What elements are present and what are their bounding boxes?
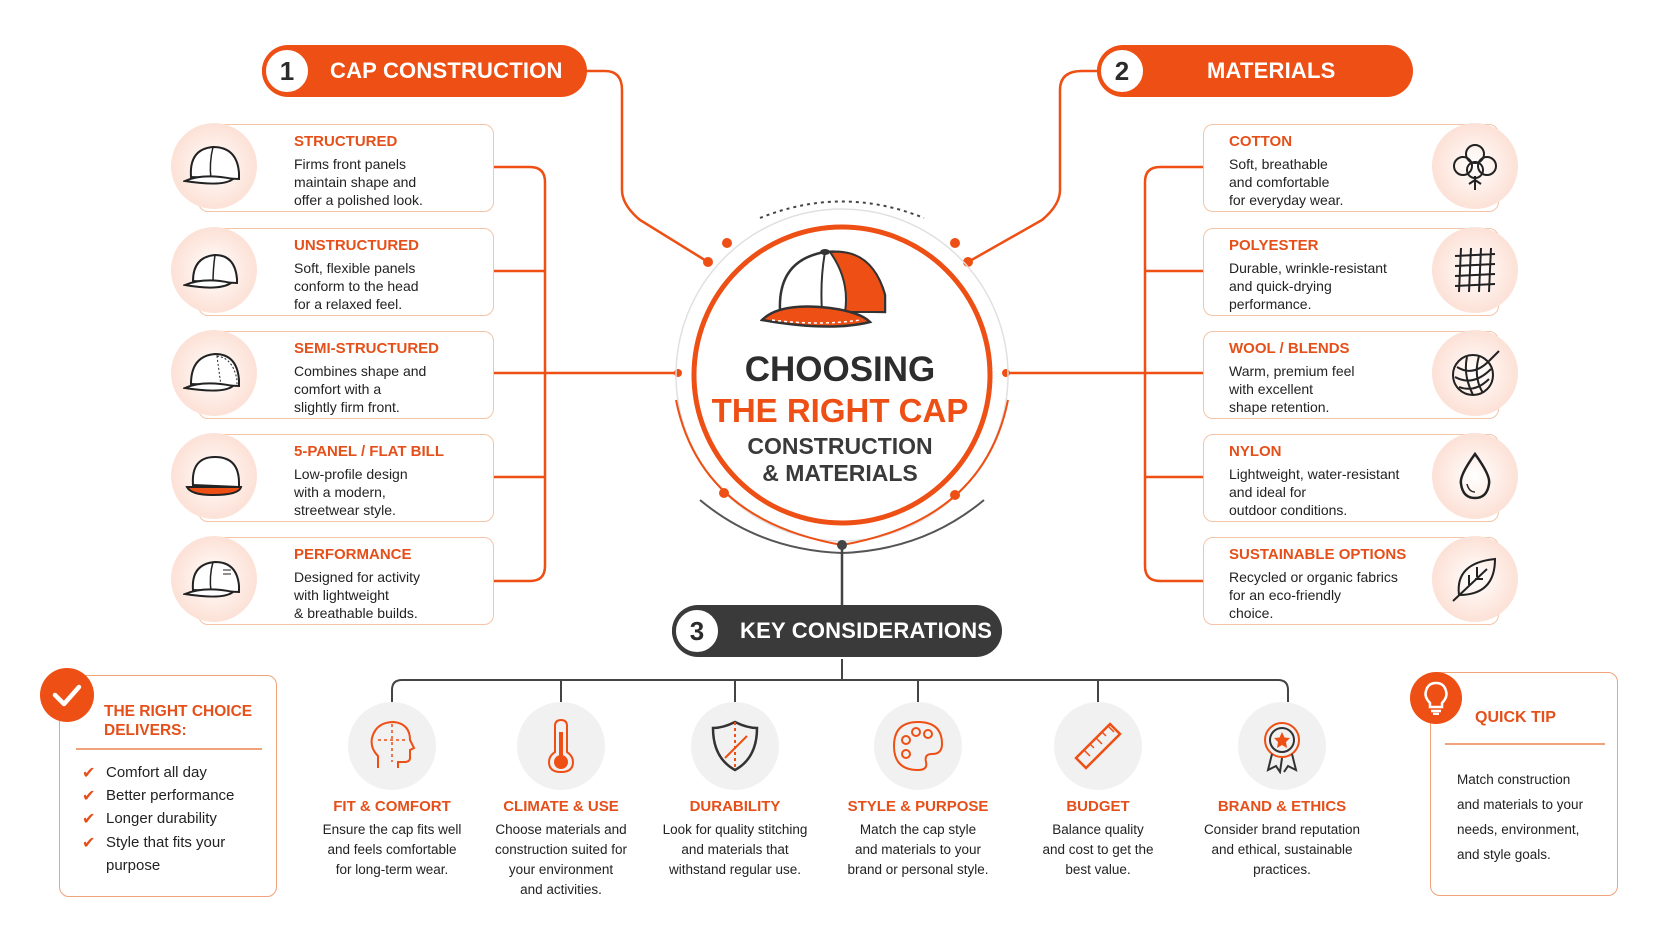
desc-line: and ideal for: [1229, 484, 1307, 500]
desc-line: Lightweight, water-resistant: [1229, 466, 1400, 482]
desc-line: construction suited for: [494, 842, 628, 857]
card-title: NYLON: [1229, 443, 1282, 460]
leaf-icon: [1432, 536, 1518, 622]
center-subtitle-line1: CONSTRUCTION: [747, 433, 933, 459]
desc-line: offer a polished look.: [294, 192, 423, 208]
desc-line: Look for quality stitching: [662, 822, 808, 837]
check-icon: ✔: [82, 811, 96, 828]
desc-line: outdoor conditions.: [1229, 502, 1348, 518]
desc-line: for an eco-friendly: [1229, 587, 1342, 603]
section-number: 1: [262, 46, 312, 96]
award-badge-icon: [1238, 702, 1326, 790]
divider: [76, 748, 262, 750]
desc-line: Designed for activity: [294, 569, 421, 585]
consideration-desc-style: [833, 820, 1003, 880]
consideration-title-durability: DURABILITY: [689, 798, 781, 815]
card-description: [1229, 155, 1429, 209]
card-description: [1229, 259, 1429, 313]
card-title: WOOL / BLENDS: [1229, 340, 1350, 357]
quick-tip-text: [1457, 767, 1583, 867]
desc-line: with a modern,: [294, 484, 386, 500]
consideration-desc-durability: [650, 820, 820, 880]
card-description: [294, 155, 494, 209]
divider: [1445, 743, 1605, 745]
desc-line: performance.: [1229, 296, 1312, 312]
section-number: 3: [672, 606, 722, 656]
desc-line: streetwear style.: [294, 502, 396, 518]
cotton-icon: [1432, 123, 1518, 209]
desc-line: Match the cap style: [859, 822, 977, 837]
checkmark-badge-icon: [40, 668, 94, 722]
quick-tip-title: QUICK TIP: [1475, 709, 1556, 726]
palette-icon: [874, 702, 962, 790]
card-title: COTTON: [1229, 133, 1293, 150]
check-icon: ✔: [82, 788, 96, 805]
thermometer-icon: [517, 702, 605, 790]
lightbulb-icon: [1410, 672, 1462, 724]
desc-line: and quick-drying: [1229, 278, 1332, 294]
section-title: CAP CONSTRUCTION: [330, 58, 563, 83]
card-description: [294, 259, 494, 313]
desc-line: choice.: [1229, 605, 1274, 621]
desc-line: and comfortable: [1229, 174, 1330, 190]
desc-line: Low-profile design: [294, 466, 408, 482]
desc-line: and activities.: [520, 882, 602, 897]
consideration-desc-fit: [307, 820, 477, 880]
desc-line: for everyday wear.: [1229, 192, 1344, 208]
card-description: [294, 465, 494, 519]
section-header-materials: [1097, 45, 1413, 97]
card-description: [294, 362, 494, 416]
card-title: PERFORMANCE: [294, 546, 412, 563]
unstructured-cap-icon: [171, 227, 257, 313]
desc-line: Choose materials and: [495, 822, 627, 837]
center-title-line2: THE RIGHT CAP: [711, 392, 969, 429]
consideration-title-style: STYLE & PURPOSE: [847, 798, 989, 815]
desc-line: & breathable builds.: [294, 605, 418, 621]
tip-line: needs, environment,: [1457, 822, 1580, 837]
desc-line: Ensure the cap fits well: [322, 822, 462, 837]
desc-line: and ethical, sustainable: [1211, 842, 1353, 857]
desc-line: best value.: [1065, 862, 1131, 877]
desc-line: Firms front panels: [294, 156, 407, 172]
right-choice-title-line2: DELIVERS:: [104, 722, 187, 739]
consideration-title-brand: BRAND & ETHICS: [1217, 798, 1347, 815]
tip-line: and materials to your: [1457, 797, 1584, 812]
section-title: MATERIALS: [1207, 58, 1336, 83]
desc-line: and materials that: [681, 842, 789, 857]
mesh-grid-icon: [1432, 227, 1518, 313]
right-choice-item: Better performance: [106, 787, 235, 804]
desc-line: your environment: [508, 862, 614, 877]
consideration-desc-budget: [1013, 820, 1183, 880]
tip-line: and style goals.: [1457, 847, 1551, 862]
ruler-icon: [1054, 702, 1142, 790]
section-number: 2: [1097, 46, 1147, 96]
consideration-title-climate: CLIMATE & USE: [503, 798, 619, 815]
desc-line: shape retention.: [1229, 399, 1330, 415]
desc-line: conform to the head: [294, 278, 419, 294]
right-choice-item: Comfort all day: [106, 764, 207, 781]
desc-line: Durable, wrinkle-resistant: [1229, 260, 1387, 276]
card-description: [1229, 362, 1429, 416]
desc-line: Recycled or organic fabrics: [1229, 569, 1398, 585]
desc-line: withstand regular use.: [668, 862, 802, 877]
baseball-cap-icon: [760, 240, 900, 335]
desc-line: with excellent: [1229, 381, 1314, 397]
card-title: SUSTAINABLE OPTIONS: [1229, 546, 1407, 563]
card-description: [1229, 568, 1429, 622]
section-header-considerations: [672, 605, 1002, 657]
card-description: [1229, 465, 1429, 519]
desc-line: Soft, flexible panels: [294, 260, 416, 276]
desc-line: comfort with a: [294, 381, 382, 397]
right-choice-item: purpose: [106, 857, 161, 874]
head-profile-icon: [348, 702, 436, 790]
desc-line: Soft, breathable: [1229, 156, 1328, 172]
desc-line: with lightweight: [294, 587, 389, 603]
section-title: KEY CONSIDERATIONS: [740, 618, 993, 643]
card-description: [294, 568, 494, 622]
desc-line: Combines shape and: [294, 363, 427, 379]
card-title: SEMI-STRUCTURED: [294, 340, 439, 357]
consideration-desc-climate: [476, 820, 646, 900]
desc-line: for long-term wear.: [335, 862, 449, 877]
desc-line: and cost to get the: [1042, 842, 1154, 857]
water-drop-icon: [1432, 433, 1518, 519]
right-choice-title-line1: THE RIGHT CHOICE: [104, 703, 253, 720]
yarn-ball-icon: [1432, 330, 1518, 416]
semi-structured-cap-icon: [171, 330, 257, 416]
desc-line: brand or personal style.: [847, 862, 989, 877]
section-header-construction: [262, 45, 587, 97]
card-title: UNSTRUCTURED: [294, 237, 419, 254]
right-choice-item: Longer durability: [106, 810, 217, 827]
desc-line: Consider brand reputation: [1203, 822, 1361, 837]
desc-line: practices.: [1253, 862, 1311, 877]
structured-cap-icon: [171, 123, 257, 209]
performance-cap-icon: [171, 536, 257, 622]
consideration-title-budget: BUDGET: [1066, 798, 1130, 815]
consideration-title-fit: FIT & COMFORT: [333, 798, 451, 815]
consideration-desc-brand: [1197, 820, 1367, 880]
desc-line: maintain shape and: [294, 174, 417, 190]
center-title-line1: CHOOSING: [744, 350, 936, 389]
right-choice-item: Style that fits your: [106, 834, 226, 851]
tip-line: Match construction: [1457, 772, 1571, 787]
check-icon: ✔: [82, 835, 96, 852]
desc-line: and materials to your: [854, 842, 982, 857]
flat-bill-cap-icon: [171, 433, 257, 519]
desc-line: for a relaxed feel.: [294, 296, 403, 312]
card-title: 5-PANEL / FLAT BILL: [294, 443, 444, 460]
desc-line: and feels comfortable: [327, 842, 457, 857]
desc-line: Warm, premium feel: [1229, 363, 1355, 379]
check-icon: ✔: [82, 765, 96, 782]
card-title: POLYESTER: [1229, 237, 1319, 254]
desc-line: slightly firm front.: [294, 399, 400, 415]
desc-line: Balance quality: [1052, 822, 1144, 837]
card-title: STRUCTURED: [294, 133, 398, 150]
center-subtitle-line2: & MATERIALS: [762, 460, 918, 486]
shield-icon: [691, 702, 779, 790]
